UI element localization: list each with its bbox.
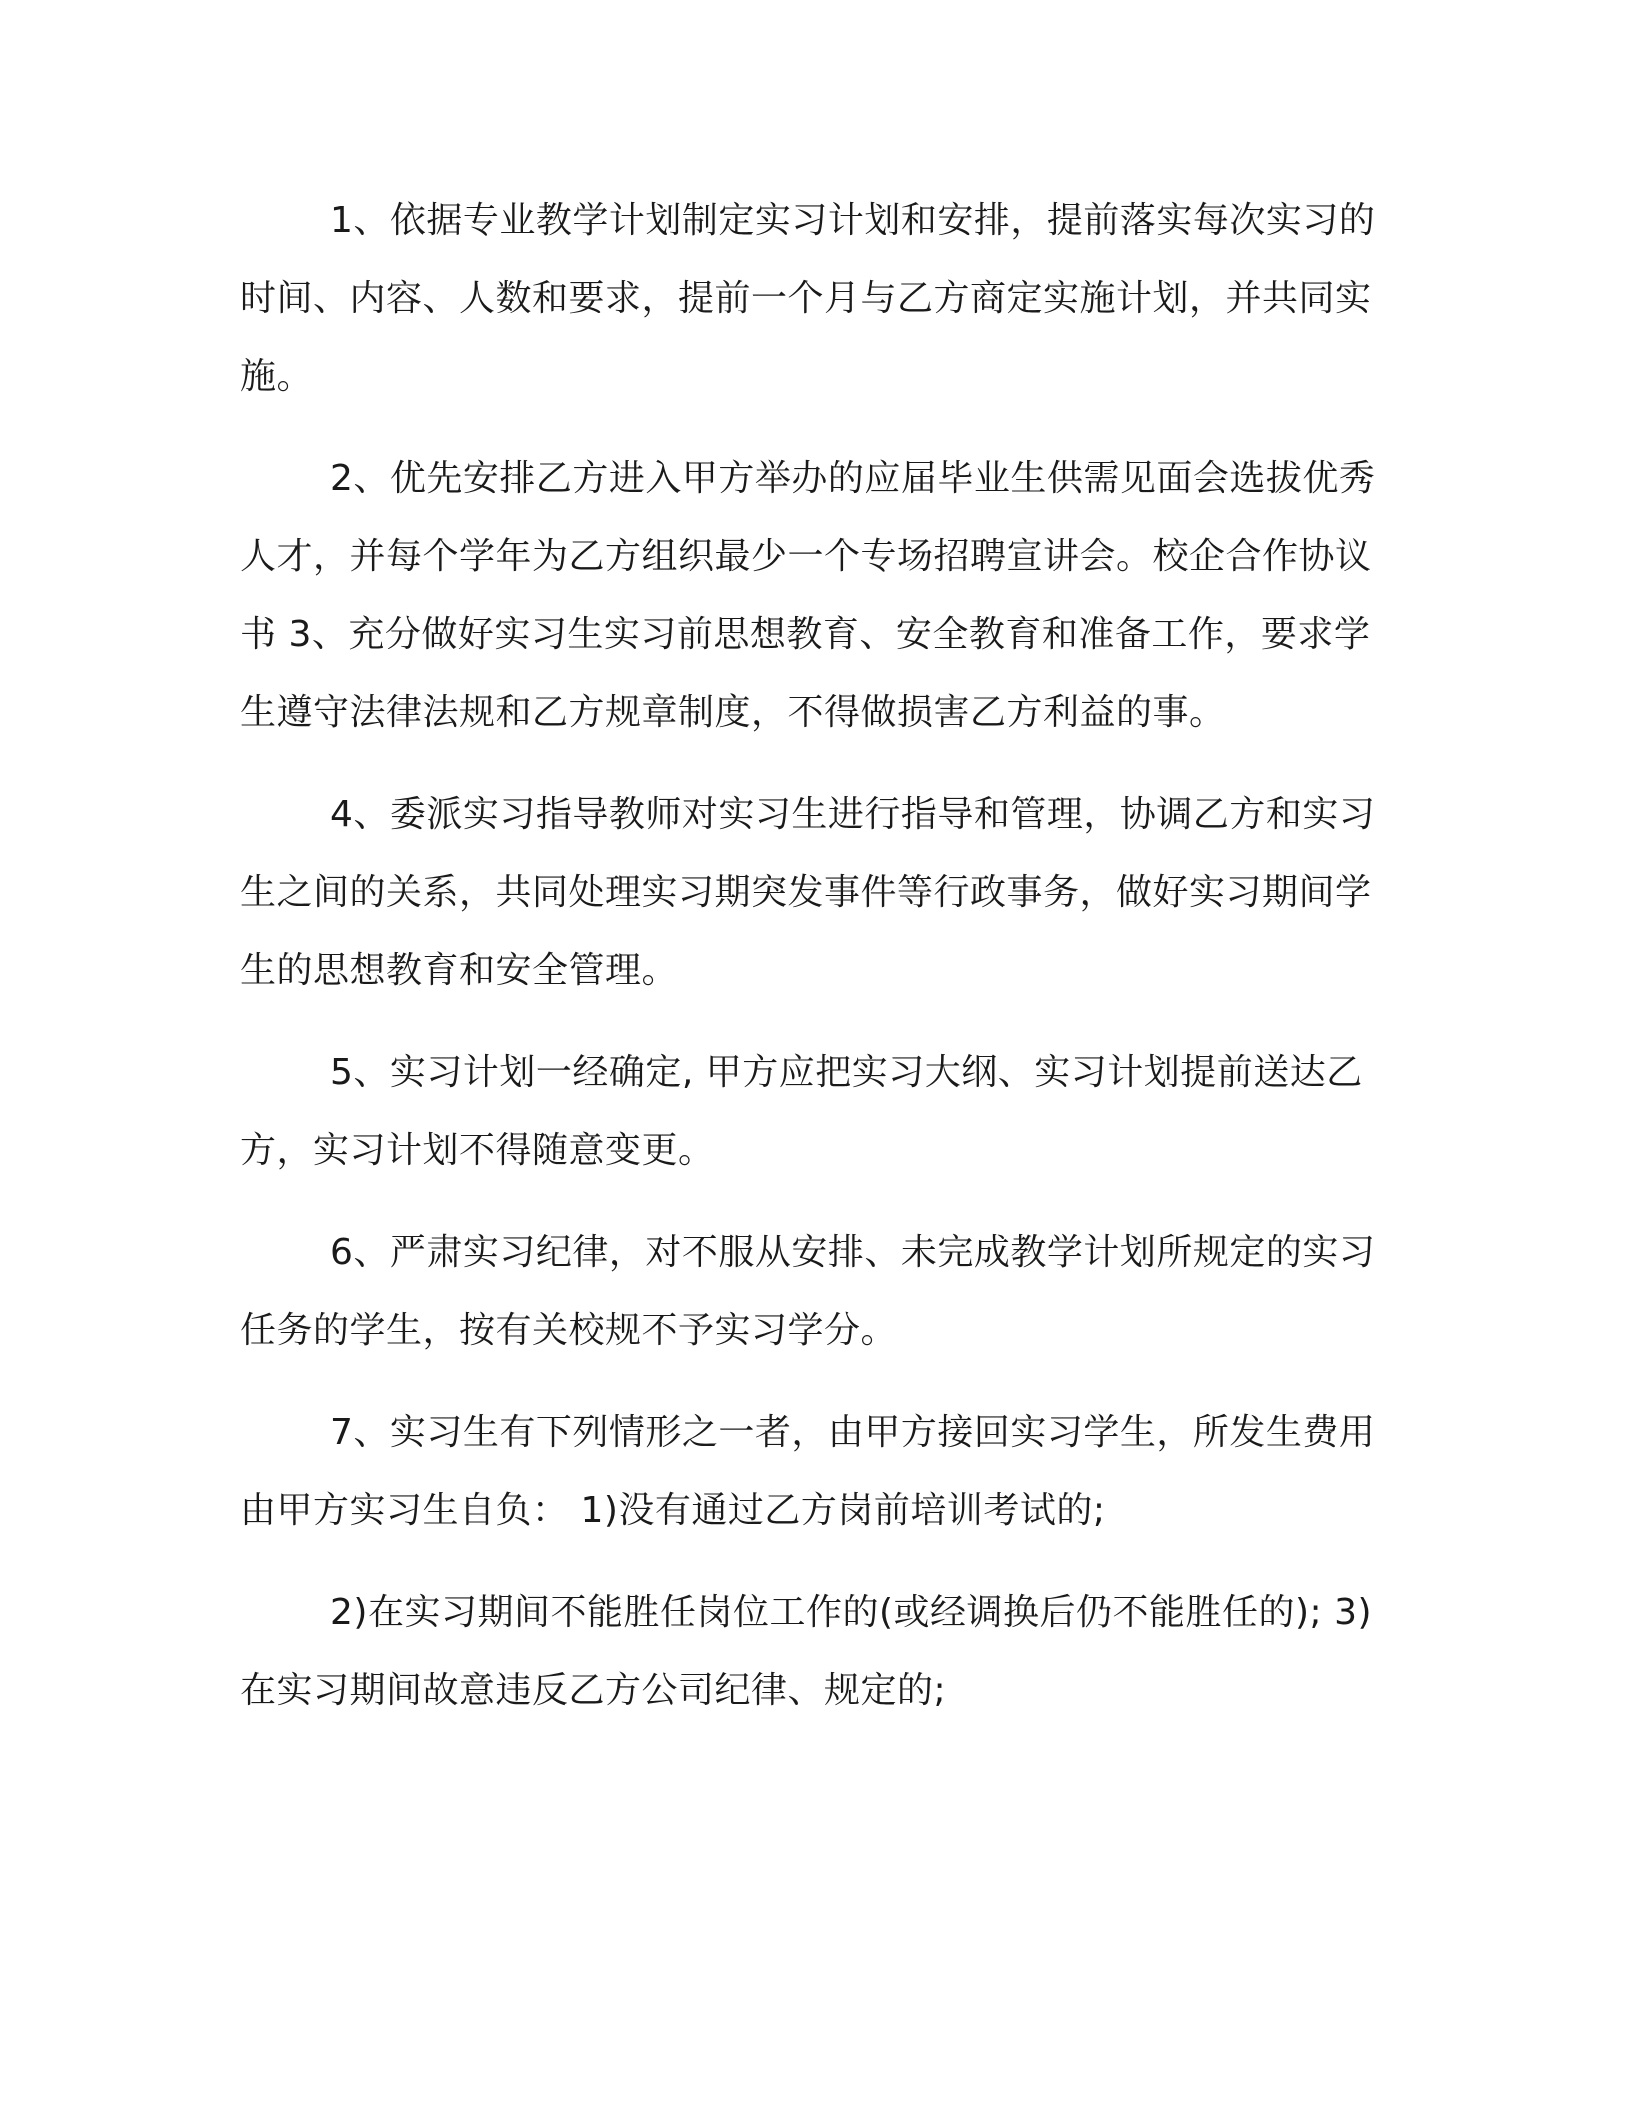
paragraph-1: 1、依据专业教学计划制定实习计划和安排，提前落实每次实习的时间、内容、人数和要求，提前一个月与乙方商定实施计划，并共同实施。 [240, 200, 1376, 397]
paragraph-2: 2、优先安排乙方进入甲方举办的应届毕业生供需见面会选拔优秀人才，并每个学年为乙方组织最少一个专场招聘宣讲会。校企合作协议书 3、充分做好实习生实习前思想教育、安全教育和准备工作，要求学生遵守法律法规和乙方规章制度，不得做损害乙方利益的事。 [240, 458, 1376, 733]
paragraph-4: 5、实习计划一经确定, 甲方应把实习大纲、实习计划提前送达乙方，实习计划不得随意变更。 [240, 1052, 1363, 1171]
paragraph-3: 4、委派实习指导教师对实习生进行指导和管理，协调乙方和实习生之间的关系，共同处理实习期突发事件等行政事务，做好实习期间学生的思想教育和安全管理。 [240, 794, 1376, 991]
paragraph-6: 7、实习生有下列情形之一者，由甲方接回实习学生，所发生费用由甲方实习生自负： 1)没有通过乙方岗前培训考试的; [240, 1412, 1376, 1531]
paragraph-5: 6、严肃实习纪律，对不服从安排、未完成教学计划所规定的实习任务的学生，按有关校规不予实习学分。 [240, 1232, 1376, 1351]
document-body [240, 182, 1380, 1754]
paragraph-7: 2)在实习期间不能胜任岗位工作的(或经调换后仍不能胜任的); 3)在实习期间故意违反乙方公司纪律、规定的; [240, 1592, 1373, 1711]
